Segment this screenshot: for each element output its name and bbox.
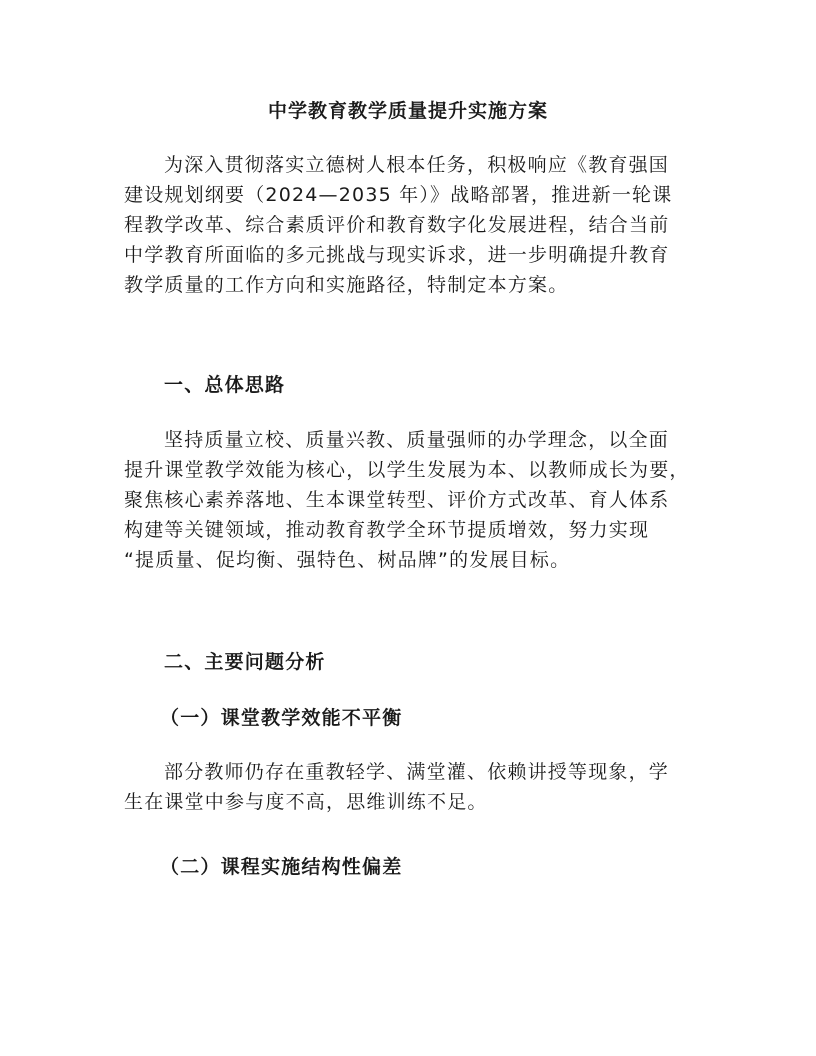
section-heading-overall-approach: 一、总体思路 [164,374,286,396]
paragraph-line: 生在课堂中参与度不高，思维训练不足。 [124,791,488,813]
paragraph-line: 建设规划纲要（2024—2035 年）》战略部署，推进新一轮课 [124,184,673,206]
section-heading-problem-analysis: 二、主要问题分析 [164,651,326,673]
subsection-heading-classroom-efficiency: （一）课堂教学效能不平衡 [160,707,403,729]
paragraph-line: 构建等关键领域，推动教育教学全环节提质增效，努力实现 [124,519,650,541]
paragraph-line: 坚持质量立校、质量兴教、质量强师的办学理念，以全面 [164,429,670,451]
paragraph-line: 提升课堂教学效能为核心，以学生发展为本、以教师成长为要， [124,459,690,481]
paragraph-line: 聚焦核心素养落地、生本课堂转型、评价方式改革、育人体系 [124,489,670,511]
paragraph-line: 部分教师仍存在重教轻学、满堂灌、依赖讲授等现象，学 [164,761,670,783]
paragraph-line: 中学教育所面临的多元挑战与现实诉求，进一步明确提升教育 [124,244,670,266]
section1-paragraph [124,425,704,575]
intro-paragraph [124,150,704,300]
paragraph-line: 教学质量的工作方向和实施路径，特制定本方案。 [124,274,569,296]
subsection1-paragraph [124,757,704,817]
document-title: 中学教育教学质量提升实施方案 [267,100,548,122]
paragraph-line: 程教学改革、综合素质评价和教育数字化发展进程，结合当前 [124,214,670,236]
subsection-heading-curriculum-deviation: （二）课程实施结构性偏差 [160,856,403,878]
paragraph-line: “提质量、促均衡、强特色、树品牌”的发展目标。 [124,549,571,571]
paragraph-line: 为深入贯彻落实立德树人根本任务，积极响应《教育强国 [164,154,670,176]
